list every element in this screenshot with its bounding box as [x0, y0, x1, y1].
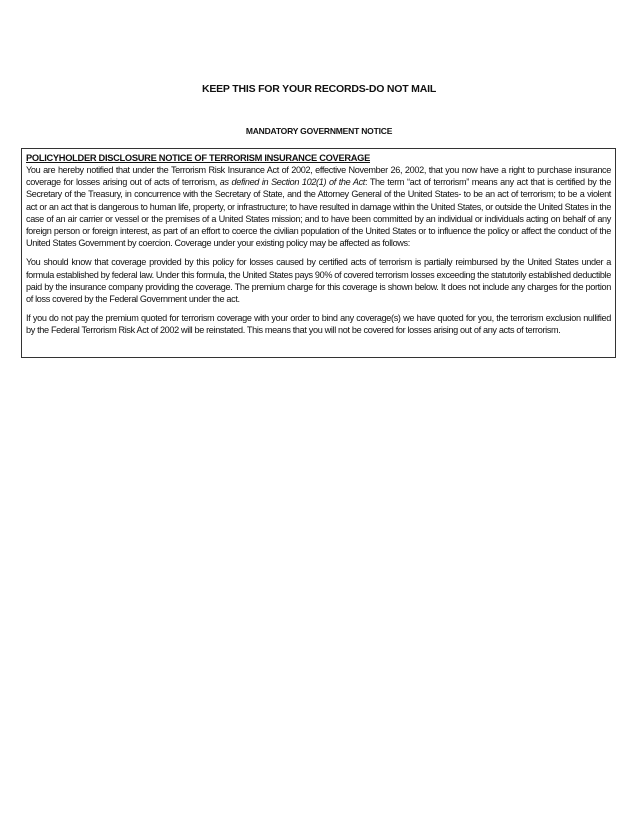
definition-section-reference: as defined in Section 102(1) of the Act — [219, 177, 365, 188]
disclosure-paragraph-exclusion: If you do not pay the premium quoted for terrorism coverage with your order to bind any coverage(s) we have quoted for you, the terrorism exclusion nullified by the Federal Terrorism Risk Act of 2002 will be reinstated. This means that you will not be covered for losses arising out of any acts of terrorism. — [26, 313, 611, 336]
disclosure-paragraph-definition — [26, 164, 611, 249]
disclosure-notice-box — [21, 148, 616, 358]
definition-text-start: You are hereby notified that under the Terrorism Risk Insurance Act of 2002, effective November 26, 2002, that you now have a right to purchase insurance coverage for losses arising out of acts of terrorism, — [26, 165, 611, 188]
disclosure-paragraph-reimbursement: You should know that coverage provided by this policy for losses caused by certified acts of terrorism is partially reimbursed by the United States under a formula established by federal law. Under this formula, the United States pays 90% of covered terrorism losses exceeding the statutorily established deductible paid by the insurance company providing the coverage. The premium charge for this coverage is shown below. It does not include any charges for the portion of loss covered by the Federal Government under the act. — [26, 257, 611, 305]
disclosure-heading: POLICYHOLDER DISCLOSURE NOTICE OF TERRORISM INSURANCE COVERAGE — [26, 153, 371, 163]
records-header: KEEP THIS FOR YOUR RECORDS-DO NOT MAIL — [201, 83, 437, 95]
government-notice-label: MANDATORY GOVERNMENT NOTICE — [245, 126, 393, 136]
definition-text-rest: : The term “act of terrorism” means any act that is certified by the Secretary of the Treasury, in concurrence with the Secretary of State, and the Attorney General of the United States- to be an act of terrorism; to be a violent act or an act that is dangerous to human life, property, or infrastructure; to have resulted in damage within the United States, or outside the United States in the case of an air carrier or vessel or the premises of a United States mission; and to have been committed by an individual or individuals acting on behalf of any foreign person or foreign interest, as part of an effort to coerce the civilian population of the United States or to influence the policy or affect the conduct of the United States Government by coercion. Coverage under your existing policy may be affected as follows: — [26, 177, 611, 249]
